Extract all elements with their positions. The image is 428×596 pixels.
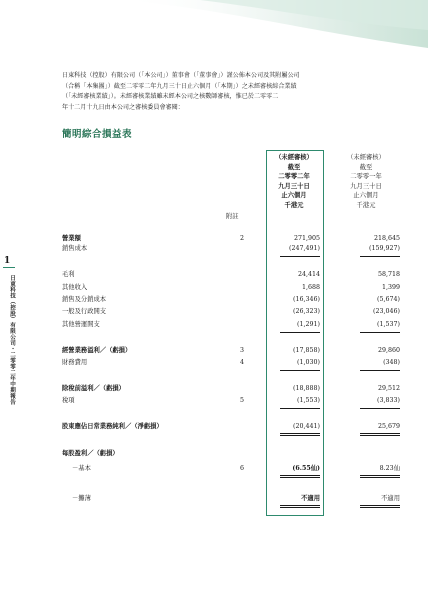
total-double-rule [280,505,320,508]
intro-line: 日東科技（控股）有限公司（「本公司」）董事會（「董事會」）謹公佈本公司及其附屬公司 [62,72,300,79]
current-value: (16,346) [293,296,320,303]
total-double-rule [360,433,400,436]
previous-value: 8.23仙 [379,465,400,472]
subtotal-rule [360,256,400,257]
previous-value: 58,718 [377,271,400,278]
table-row [62,270,402,280]
table-row [62,422,402,432]
header-line: 二零零一年 [350,173,382,181]
row-note: 2 [240,235,245,242]
row-label: 一般及行政開支 [62,308,107,315]
current-value: (20,441) [293,423,320,430]
row-label: 經營業務溢利／（虧損） [62,347,132,354]
table-row [62,358,402,368]
intro-line: 年十二月十九日由本公司之審核委員會審閱： [62,103,184,111]
row-label: －基本 [72,465,91,472]
current-value: 1,688 [301,284,320,291]
row-label: 毛利 [62,271,75,278]
subtotal-rule [360,332,400,333]
table-row [62,494,402,504]
current-value: (26,323) [293,308,320,315]
note-column-header: 附註 [226,213,239,220]
previous-value: 1,399 [381,284,400,291]
row-note: 5 [240,397,245,404]
previous-value: 29,860 [377,347,400,354]
side-divider [3,267,15,268]
row-label: 其他收入 [62,284,88,291]
row-note: 6 [240,465,245,472]
subtotal-rule [360,370,400,371]
header-line: 千港元 [284,201,304,209]
row-label: 營業額 [62,235,81,242]
previous-value: (348) [383,359,400,366]
current-value: (247,491) [289,245,320,252]
table-row [62,449,402,459]
header-line: （未經審核） [347,154,385,161]
header-line: 九月三十日 [350,182,382,190]
row-label: 除稅前溢利／（虧損） [62,385,125,392]
previous-value: 29,512 [377,385,400,392]
header-line: 止六個月 [281,192,307,200]
table-row [62,396,402,406]
header-line: 截至 [287,163,301,171]
subtotal-rule [280,408,320,409]
current-value: (1,030) [297,359,320,366]
header-line: 止六個月 [353,192,379,200]
total-double-rule [360,505,400,508]
previous-value: (159,927) [369,245,400,252]
current-value: (18,888) [293,385,320,392]
row-label: 銷售成本 [62,245,88,252]
subtotal-rule [360,408,400,409]
intro-line: （合稱「本集團」）截至二零零二年九月三十日止六個月（「本期」）之未經審核綜合業績 [62,82,297,90]
total-double-rule [360,475,400,478]
row-label: 每股盈利／（虧損） [62,450,119,457]
row-label: 稅項 [62,397,75,404]
section-title: 簡明綜合損益表 [62,129,133,140]
header-line: 千港元 [356,201,376,209]
previous-value: (5,674) [377,296,400,303]
subtotal-rule [280,332,320,333]
row-label: 財務費用 [62,359,88,366]
header-line: 二零零二年 [278,173,310,181]
page-number: 1 [4,256,11,266]
row-label: 其他營運開支 [62,321,100,328]
current-value: (1,553) [297,397,320,404]
previous-value: (23,046) [373,308,400,315]
current-value: 不適用 [301,495,320,502]
row-note: 3 [240,347,245,354]
report-vertical-title: 日東科技（控股）有限公司・二零零二年中期報告 [9,275,15,405]
previous-value: (1,537) [377,321,400,328]
table-row [62,283,402,293]
table-row [62,307,402,317]
table-row [62,244,402,254]
current-value: (6.55仙) [292,465,320,472]
table-row [62,234,402,244]
previous-value: 218,645 [373,235,400,242]
header-swoosh-decoration [0,0,428,60]
previous-value: 不適用 [381,495,400,502]
row-note: 4 [240,359,245,366]
current-value: 271,905 [293,235,320,242]
table-row [62,295,402,305]
header-line: （未經審核） [275,154,313,161]
current-value: (17,858) [293,347,320,354]
row-label: －攤薄 [72,495,91,502]
intro-paragraph [62,71,398,113]
table-row [62,320,402,330]
current-period-header [264,153,324,211]
current-value: 24,414 [297,271,320,278]
previous-value: (3,833) [377,397,400,404]
table-row [62,346,402,356]
subtotal-rule [280,256,320,257]
row-label: 股東應佔日常業務純利／（淨虧損） [62,423,163,430]
header-line: 九月三十日 [278,182,310,190]
previous-period-header [336,153,396,211]
row-label: 銷售及分銷成本 [62,296,107,303]
table-row [62,464,402,474]
subtotal-rule [280,370,320,371]
previous-value: 25,679 [377,423,400,430]
header-line: 截至 [359,163,373,171]
current-value: (1,291) [297,321,320,328]
total-double-rule [280,433,320,436]
total-double-rule [280,475,320,478]
intro-line: （「未經審核業績」）。未經審核業績雖未經本公司之核數師審核，惟已於二零零二 [62,93,279,100]
table-row [62,384,402,394]
